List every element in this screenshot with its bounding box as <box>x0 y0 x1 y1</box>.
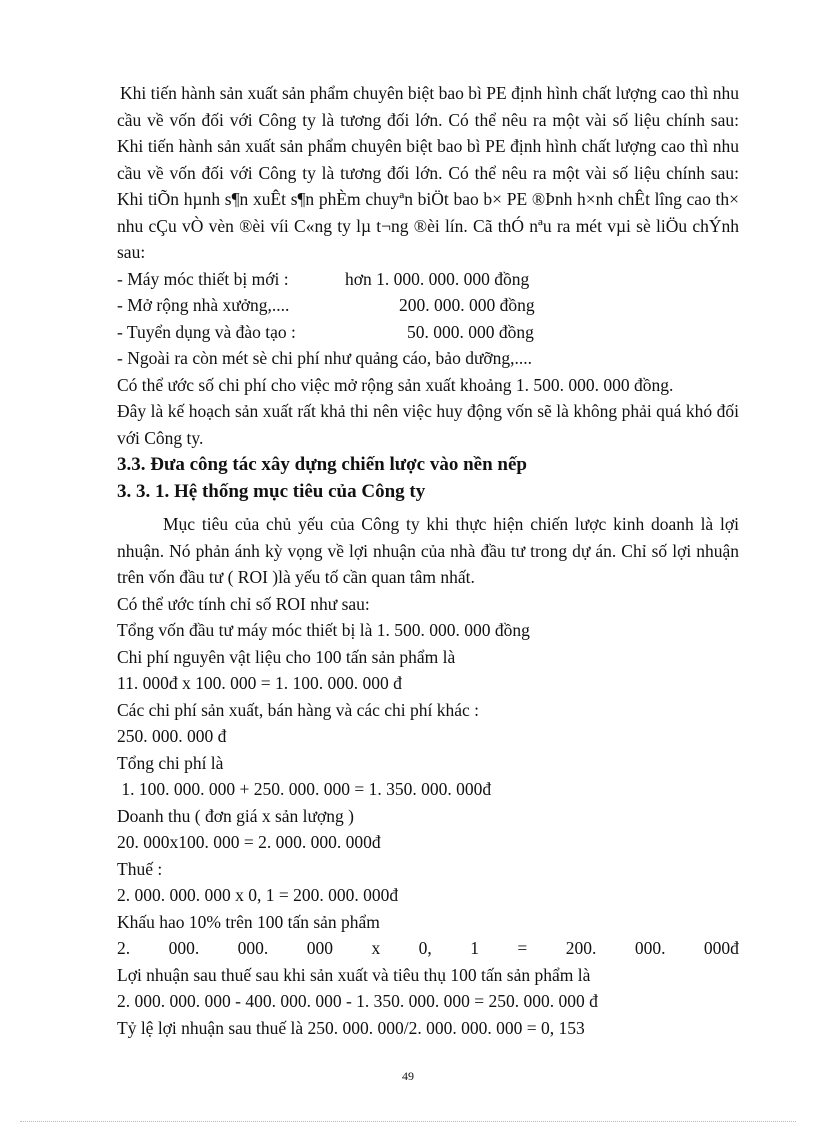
page-number: 49 <box>402 1069 414 1083</box>
spread-token: 000. <box>634 938 666 958</box>
calc-line: Khấu hao 10% trên 100 tấn sản phẩm <box>117 911 380 932</box>
cost-label: - Mở rộng nhà xưởng,.... <box>117 295 290 315</box>
spread-token: 000. <box>168 938 200 958</box>
section-heading: 3.3. Đưa công tác xây dựng chiến lược vào nền nếp <box>117 454 527 475</box>
final-line: Lợi nhuận sau thuế sau khi sản xuất và tiêu thụ 100 tấn sản phẩm là <box>117 964 591 985</box>
calc-line: Có thể ước tính chỉ số ROI như sau: <box>117 593 370 614</box>
final-line: 2. 000. 000. 000 - 400. 000. 000 - 1. 350. 000. 000 = 250. 000. 000 đ <box>117 991 598 1011</box>
spread-token: 000. <box>237 938 269 958</box>
spread-token: 1 <box>470 938 479 958</box>
cost-label: - Máy móc thiết bị mới : <box>117 268 289 289</box>
depreciation-line <box>117 935 739 962</box>
calc-line: 20. 000x100. 000 = 2. 000. 000. 000đ <box>117 832 381 852</box>
spread-token: = <box>517 938 528 958</box>
subsection-heading: 3. 3. 1. Hệ thống mục tiêu của Công ty <box>117 481 426 502</box>
calc-line: 11. 000đ x 100. 000 = 1. 100. 000. 000 đ <box>117 673 402 693</box>
objective-paragraph: Mục tiêu của chủ yếu của Công ty khi thực hiện chiến lược kinh doanh là lợi nhuận. Nó phản ánh kỳ vọng về lợi nhuận của nhà đầu tư trong dự án. Chỉ số lợi nhuận trên vốn đầu tư ( ROI )là yếu tố cần quan tâm nhất. <box>117 514 739 587</box>
calc-line: Thuế : <box>117 858 163 879</box>
page-bottom-divider <box>20 1121 796 1122</box>
calc-line: Tổng vốn đầu tư máy móc thiết bị là 1. 500. 000. 000 đồng <box>117 620 530 640</box>
page-content <box>117 80 739 1041</box>
estimate-line: Có thể ước số chi phí cho việc mở rộng sản xuất khoảng 1. 500. 000. 000 đồng. <box>117 374 674 395</box>
spread-token: 0, <box>418 938 432 958</box>
cost-row-equipment <box>117 266 739 293</box>
intro-paragraph: Khi tiến hành sản xuất sản phẩm chuyên biệt bao bì PE định hình chất lượng cao thì nhu cầu về vốn đối với Công ty là tương đối lớn. Có thể nêu ra một vài số liệu chính sau: Khi tiến hành sản xuất sản phẩm chuyên biệt bao bì PE định hình chất lượng cao thì nhu cầu về vốn đối với Công ty là tương đối lớn. Có thể nêu ra một vài số liệu chính sau: Khi tiÕn hµnh s¶n xuÊt s¶n phÈm chuyªn biÖt bao b× PE ®Þnh h×nh chÊt lîng cao th× nhu cÇu vÒ vèn ®èi víi C«ng ty lµ t¬ng ®èi lín. Cã thÓ nªu ra mét vµi sè liÖu chÝnh sau: <box>117 83 739 262</box>
cost-label: - Tuyển dụng và đào tạo : <box>117 321 296 342</box>
calc-line: 1. 100. 000. 000 + 250. 000. 000 = 1. 350. 000. 000đ <box>117 779 492 799</box>
other-costs-line: - Ngoài ra còn mét sè chi phí như quảng cáo, bảo dưỡng,.... <box>117 348 533 368</box>
calc-line: Chi phí nguyên vật liệu cho 100 tấn sản phẩm là <box>117 646 456 667</box>
cost-row-training <box>117 319 739 346</box>
feasibility-paragraph: Đây là kế hoạch sản xuất rất khả thi nên việc huy động vốn sẽ là không phải quá khó đối với Công ty. <box>117 401 739 448</box>
cost-value: hơn 1. 000. 000. 000 đồng <box>345 268 530 289</box>
spread-token: x <box>371 938 381 958</box>
cost-value: 50. 000. 000 đồng <box>407 321 534 342</box>
cost-row-workshop <box>117 292 739 319</box>
spread-token: 000 <box>306 938 333 958</box>
calc-line: Các chi phí sản xuất, bán hàng và các chi phí khác : <box>117 699 480 720</box>
calc-line: 250. 000. 000 đ <box>117 726 227 746</box>
calc-line: Doanh thu ( đơn giá x sản lượng ) <box>117 805 354 826</box>
calc-line: 2. 000. 000. 000 x 0, 1 = 200. 000. 000đ <box>117 885 399 905</box>
spread-token: 2. <box>117 938 131 958</box>
cost-value: 200. 000. 000 đồng <box>399 295 535 315</box>
calc-line: Tổng chi phí là <box>117 752 224 773</box>
spread-token: 200. <box>565 938 597 958</box>
final-line: Tỷ lệ lợi nhuận sau thuế là 250. 000. 000/2. 000. 000. 000 = 0, 153 <box>117 1017 585 1038</box>
spread-token: 000đ <box>703 938 739 958</box>
